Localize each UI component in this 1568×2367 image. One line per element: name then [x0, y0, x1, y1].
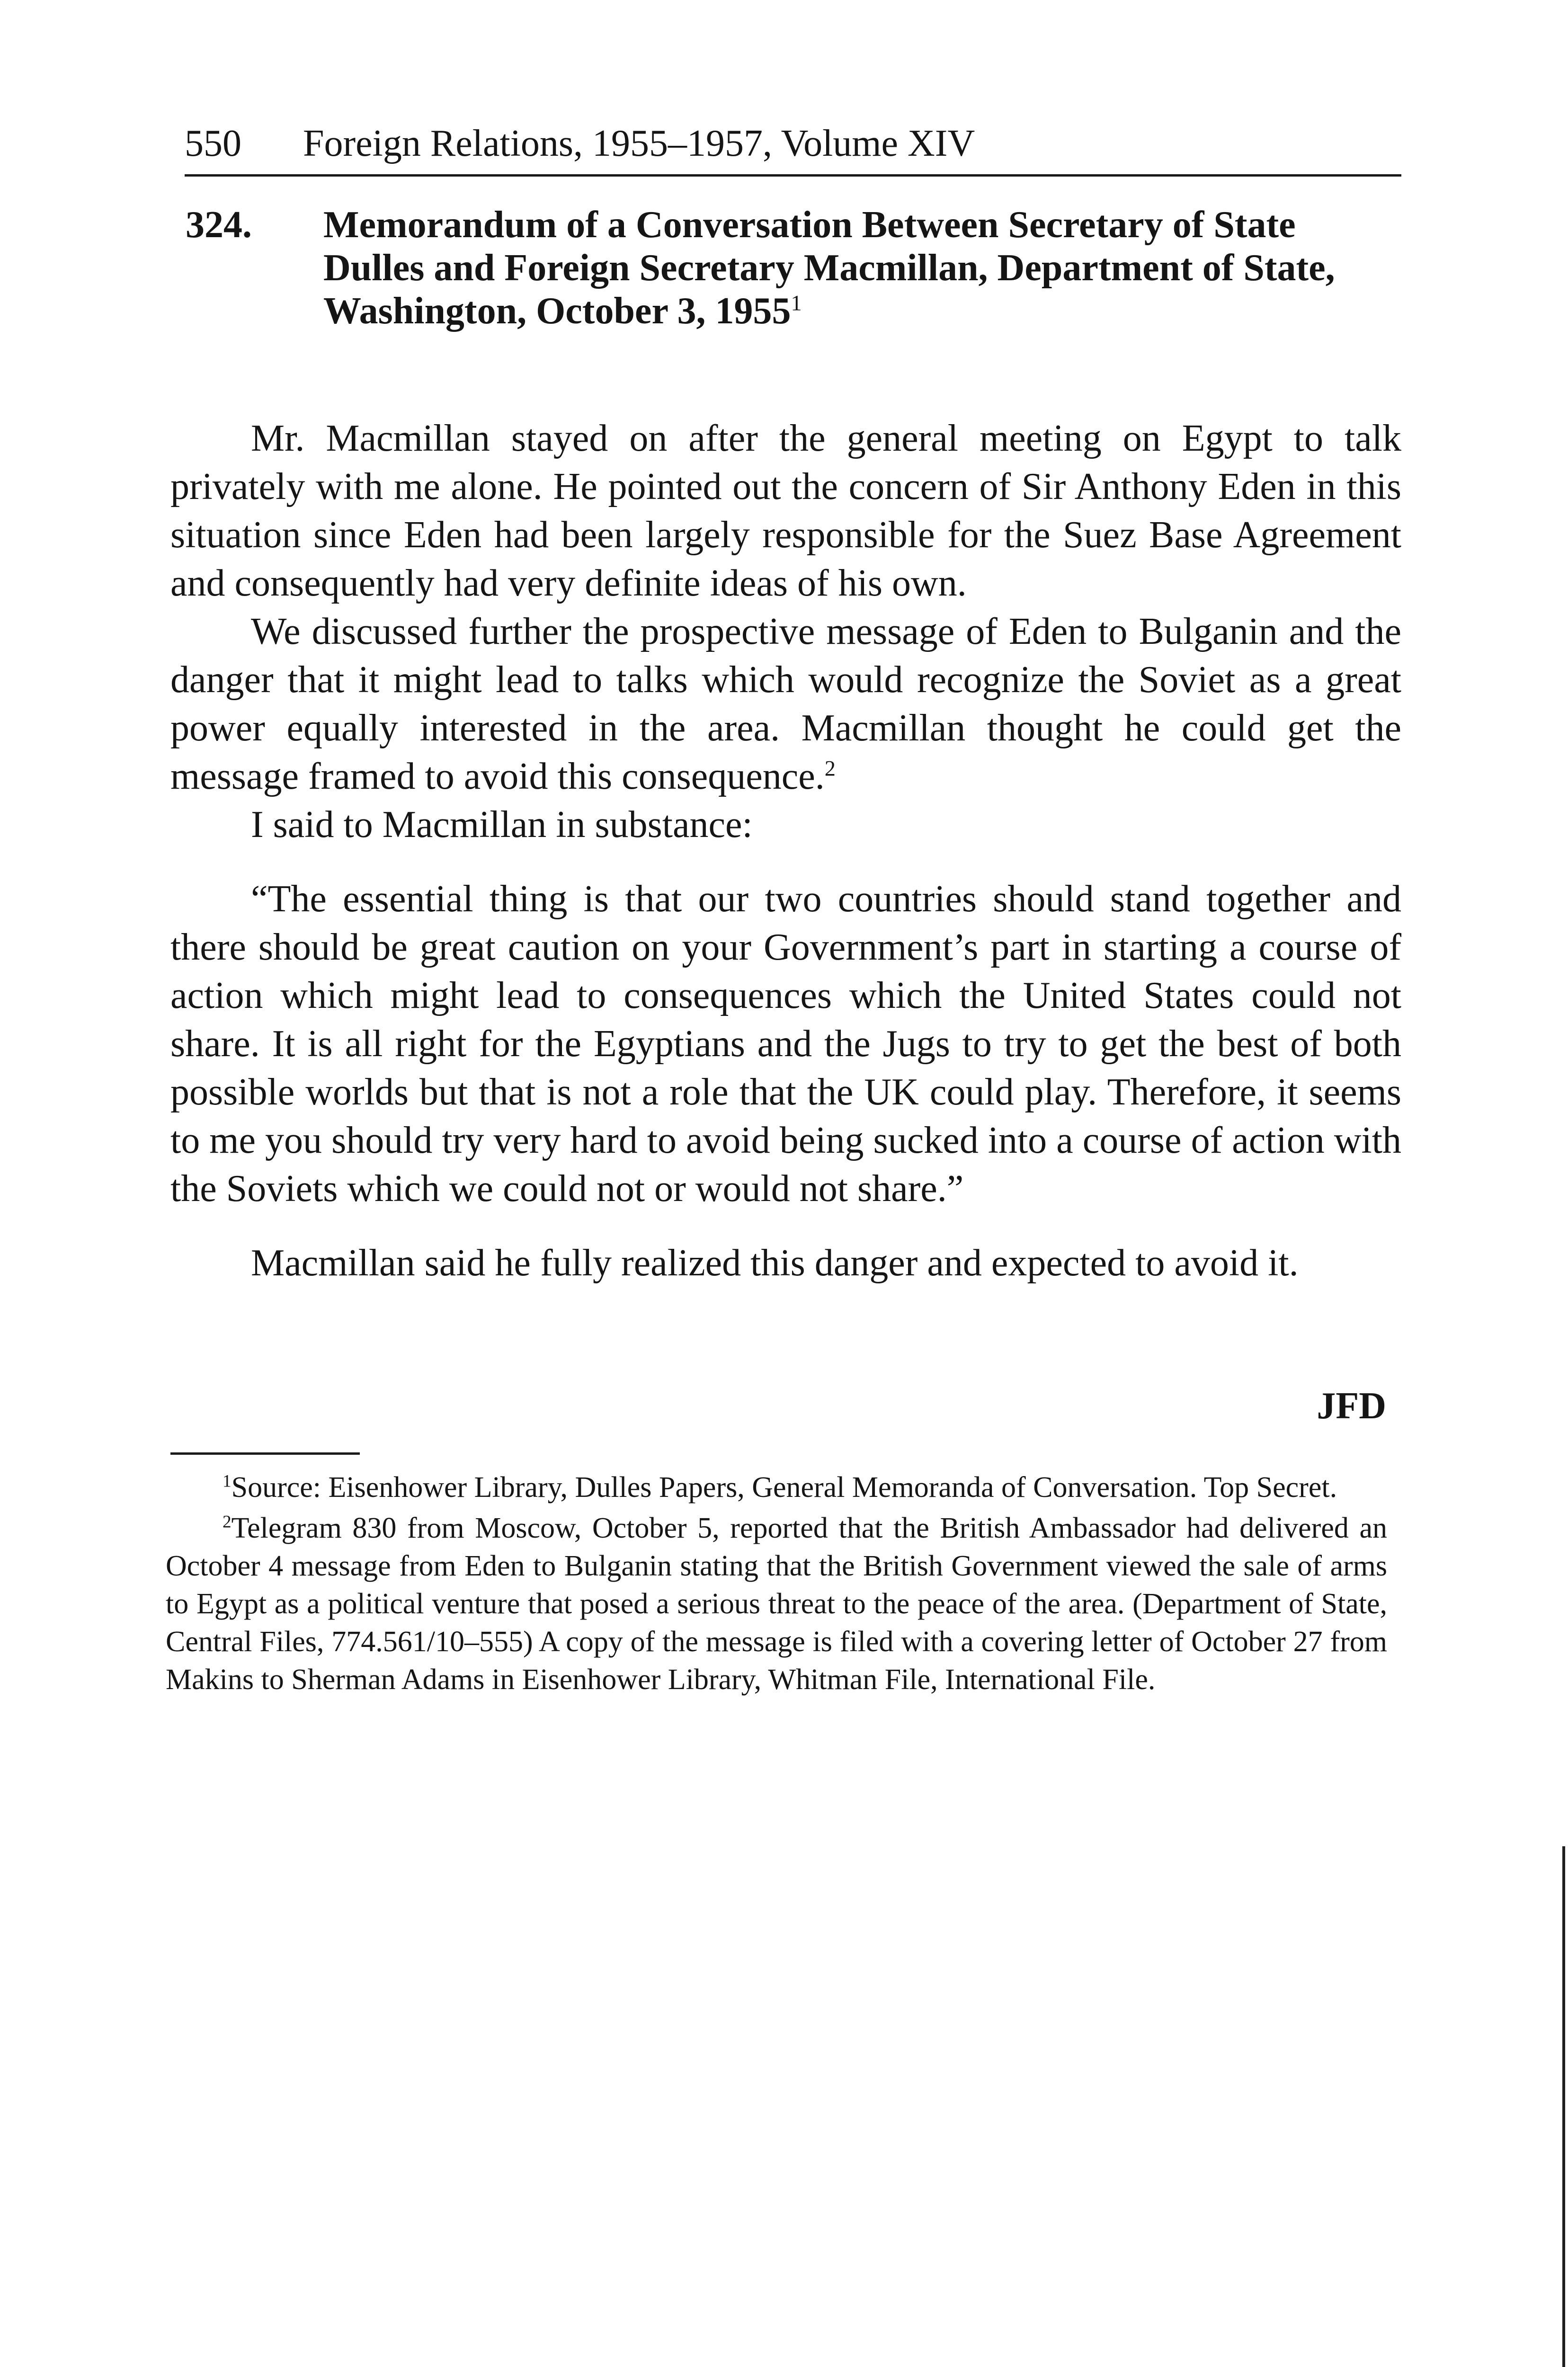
footnote-2-text: Telegram 830 from Moscow, October 5, reported that the British Ambassador had delivered an October 4 message from Eden to Bulganin stating that the British Government viewed the sale of arms to Egypt as a political venture that posed a serious threat to the peace of the area. (Department of State, Central Files, 774.561/10–555) A copy of the message is filed with a covering letter of October 27 from Makins to Sherman Adams in Eisenhower Library, Whitman File, International File.: [166, 1512, 1387, 1696]
footnote-ref-1: 1: [791, 291, 802, 316]
footnote-divider: [170, 1452, 360, 1455]
paragraph-4: Macmillan said he fully realized this danger and expected to avoid it.: [251, 1242, 1299, 1284]
paragraph-2: [170, 607, 1401, 801]
paragraph-3: I said to Macmillan in substance:: [251, 804, 753, 845]
scan-edge-mark: [1562, 1846, 1565, 2367]
footnote-2-marker: 2: [223, 1512, 232, 1532]
signature-initials: JFD: [1317, 1385, 1386, 1427]
footnote-ref-2: 2: [824, 756, 836, 781]
body-text: [170, 414, 1401, 1287]
footnote-1-marker: 1: [223, 1471, 232, 1491]
paragraph-2-text: We discussed further the prospective message of Eden to Bulganin and the danger that it might lead to talks which would recognize the Soviet as a great power equally interested in the area. Macmillan thought he could get the message framed to avoid this consequence.: [170, 611, 1401, 797]
footnote-1-text: Source: Eisenhower Library, Dulles Papers, General Memoranda of Conversation. Top Secret.: [231, 1471, 1337, 1504]
footnotes: [166, 1468, 1387, 1701]
page-number: 550: [185, 123, 241, 164]
document-title: [323, 204, 1398, 333]
footnote-1: [166, 1468, 1387, 1506]
quoted-statement: “The essential thing is that our two countries should stand together and there should be great caution on your Government’s part in starting a course of action which might lead to consequences which the United States could not share. It is all right for the Egyptians and the Jugs to try to get the best of both possible worlds but that is not a role that the UK could play. Therefore, it seems to me you should try very hard to avoid being sucked into a course of action with the Soviets which we could not or would not share.”: [170, 878, 1401, 1210]
paragraph-1: Mr. Macmillan stayed on after the general meeting on Egypt to talk privately with me alone. He pointed out the concern of Sir Anthony Eden in this situation since Eden had been largely responsible for the Suez Base Agreement and consequently had very definite ideas of his own.: [170, 418, 1401, 604]
document-title-text: Memorandum of a Conversation Between Secretary of State Dulles and Foreign Secretary Macmillan, Department of State, Washington, October 3, 1955: [323, 204, 1335, 332]
running-header: [185, 117, 1401, 177]
document-number: 324.: [186, 204, 252, 246]
publication-title: Foreign Relations, 1955–1957, Volume XIV: [303, 123, 975, 164]
footnote-2: [166, 1509, 1387, 1699]
